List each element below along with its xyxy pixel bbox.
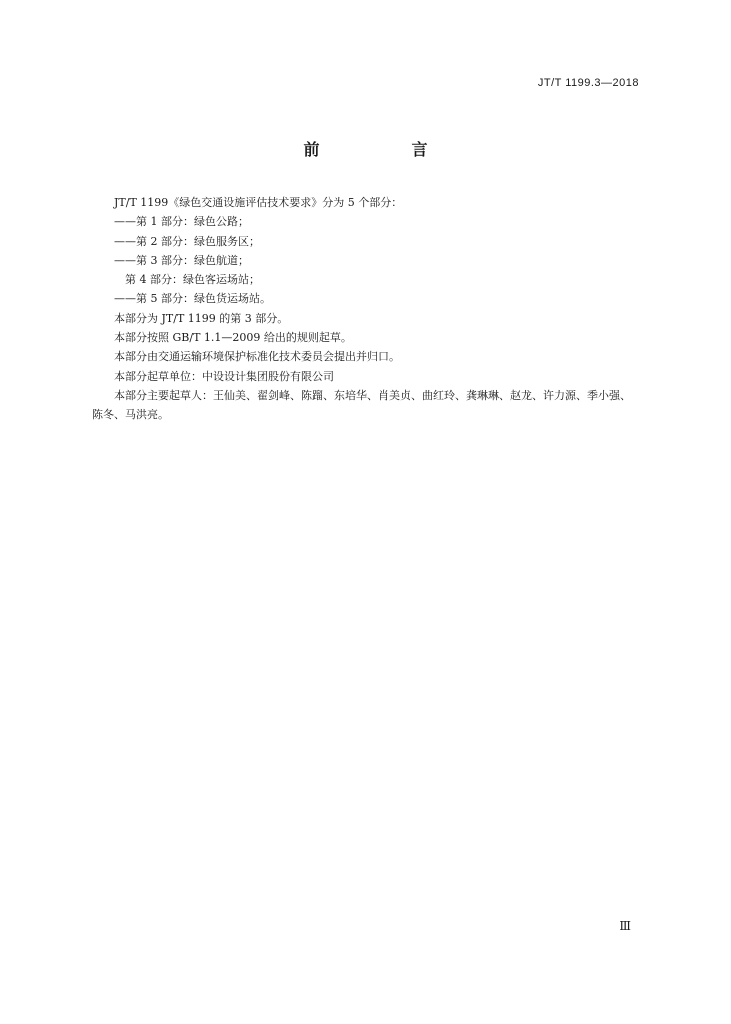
- paragraph-drafting-unit: 本部分起草单位：中设设计集团股份有限公司: [114, 369, 334, 383]
- paragraph-proposer: 本部分由交通运输环境保护标准化技术委员会提出并归口。: [114, 350, 400, 364]
- page-number: Ⅲ: [619, 919, 631, 933]
- list-item-part-1: ——第 1 部分：绿色公路；: [114, 215, 249, 229]
- preface-body: [92, 193, 640, 425]
- paragraph-drafters: 本部分主要起草人：王仙美、翟剑峰、陈蹓、东培华、肖美贞、曲红玲、龚琳琳、赵龙、许力源、季小强、陈冬、马洪亮。: [92, 388, 631, 422]
- paragraph-this-part: 本部分为 JT/T 1199 的第 3 部分。: [114, 311, 289, 325]
- page-title: 前 言: [303, 140, 466, 159]
- paragraph-series-intro: JT/T 1199《绿色交通设施评估技术要求》分为 5 个部分：: [114, 196, 403, 209]
- list-item-part-2: ——第 2 部分：绿色服务区；: [114, 234, 260, 248]
- standard-code: JT/T 1199.3—2018: [537, 77, 639, 89]
- list-item-part-3: ——第 3 部分：绿色航道；: [114, 253, 249, 267]
- list-item-part-5: ——第 5 部分：绿色货运场站。: [114, 292, 271, 306]
- list-item-part-4: 第 4 部分：绿色客运场站；: [114, 273, 260, 287]
- paragraph-drafting-rules: 本部分按照 GB/T 1.1—2009 给出的规则起草。: [114, 331, 352, 345]
